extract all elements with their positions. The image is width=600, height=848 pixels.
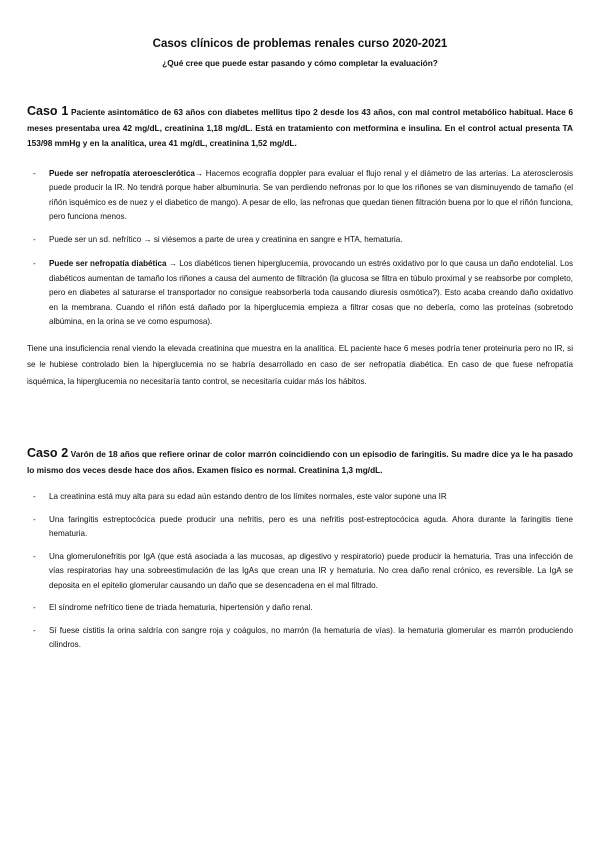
case-2-label: Caso 2 bbox=[27, 446, 69, 460]
bullet-text: El síndrome nefrítico tiene de triada hematuria, hipertensión y daño renal. bbox=[49, 603, 313, 612]
bullet-dash: - bbox=[33, 168, 36, 178]
bullet-text: Puede ser un sd. nefrítico → si viésemos a parte de urea y creatinina en sangre e HTA, hematuria. bbox=[49, 234, 403, 244]
list-item bbox=[27, 233, 573, 248]
bullet-dash: - bbox=[33, 259, 36, 268]
case-1-label: Caso 1 bbox=[27, 104, 69, 118]
bullet-text: → Hacemos ecografía doppler para evaluar el flujo renal y el diámetro de las arterias. La aterosclerosis puede producir la IR. No tendrá porque haber albuminuria. Se van perdiendo nefronas por lo que los riñones se van disminuyendo de tamaño (el riñón isquémico es de nuez y el diabetico de mango). A pesar de ello, las nefronas que quedan tienen filtración buena por lo que el riñón funciona, pero funciona menos. bbox=[49, 168, 573, 221]
list-item bbox=[27, 601, 573, 616]
list-item bbox=[27, 550, 573, 594]
bullet-text: Una glomerulonefritis por IgA (que está asociada a las mucosas, ap digestivo y respiratorio) puede producir la hematuria. Tras una infección de vías respiratorias hay una sobreestimulación de las IgAs que crean una IR y hematuria. No crea daño renal crónico, es reversible. La IgA se deposita en el epitelio glomerular causando un daño que se desencadena en el mal filtrado. bbox=[49, 551, 573, 590]
case-2-bullet-list bbox=[27, 490, 573, 653]
case-1-bullet-list bbox=[27, 167, 573, 330]
bullet-text: Sí fuese cistitis la orina saldría con sangre roja y coágulos, no marrón (la hematuria de vías). la hematuria glomerular es marrón produciendo cilindros. bbox=[49, 625, 573, 649]
list-item bbox=[27, 257, 573, 330]
case-2-intro: Varón de 18 años que refiere orinar de color marrón coincidiendo con un episodio de faringitis. Su madre dice ya le ha pasado lo mismo dos veces desde hace dos años. Examen físico es normal. Creatinina 1,3 mg/dL. bbox=[27, 449, 573, 475]
bullet-dash: - bbox=[33, 234, 36, 244]
bullet-dash: - bbox=[33, 514, 36, 524]
document-subtitle: ¿Qué cree que puede estar pasando y cómo completar la evaluación? bbox=[162, 58, 438, 68]
bullet-lead: Puede ser nefropatía diabética bbox=[49, 259, 167, 268]
case-1-intro: Paciente asintomático de 63 años con diabetes mellitus tipo 2 desde los 43 años, con mal control metabólico habitual. Hace 6 meses presentaba urea 42 mg/dL, creatinina 1,18 mg/dL. Está en tratamiento con metformina e insulina. En el control actual presenta TA 153/98 mmHg y en la analítica, urea 41 mg/dL, creatinina 1,52 mg/dL. bbox=[27, 107, 573, 148]
list-item bbox=[27, 624, 573, 653]
bullet-dash: - bbox=[33, 492, 36, 501]
case-1-section bbox=[27, 104, 573, 390]
bullet-lead: Puede ser nefropatía ateroesclerótica bbox=[49, 168, 195, 178]
list-item bbox=[27, 167, 573, 225]
case-2-heading bbox=[27, 446, 573, 478]
bullet-dash: - bbox=[33, 603, 36, 612]
document-title: Casos clínicos de problemas renales curso 2020-2021 bbox=[152, 38, 448, 50]
list-item bbox=[27, 513, 573, 542]
bullet-text: → Los diabéticos tienen hiperglucemia, provocando un estrés oxidativo por lo que causa un daño endotelial. Los diabéticos aumentan de tamaño los riñones a causa del aumento de filtración (la glucosa se filtra en túbulo proximal y se reabsorbe por completo, pero en diabetes al saturarse el transportador no consigue reabsorberla toda causando diuresis osmótica?). Esto acaba creando daño oxidativo en la membrana. Cuando el riñón está dañado por la hiperglucemia empieza a filtrar cosas que no debería, como las proteínas (sobretodo albúmina, en la orina se ve como espumosa). bbox=[49, 259, 574, 326]
bullet-dash: - bbox=[33, 625, 36, 635]
bullet-text: Una faringitis estreptocócica puede producir una nefritis, pero es una nefritis post-estreptocócica aguda. Ahora durante la faringitis tiene hematuria. bbox=[49, 514, 573, 538]
bullet-text: La creatinina está muy alta para su edad aún estando dentro de los límites normales, este valor supone una IR bbox=[49, 492, 447, 501]
case-1-conclusion: Tiene una insuficiencia renal viendo la elevada creatinina que muestra en la analítica. EL paciente hace 6 meses podría tener proteinuria pero no IR, si se le hubiese controlado bien la hiperglucemia no se habría desarrollado en caso de ser nefropatía diabética. En caso de que fuese nefropatía isquémica, la hiperglucemia no necesitaría tanto control, se necesitaría cuidar más los hábitos. bbox=[27, 343, 573, 386]
case-1-heading bbox=[27, 104, 573, 152]
case-2-section bbox=[27, 446, 573, 653]
bullet-dash: - bbox=[33, 551, 36, 561]
list-item bbox=[27, 490, 573, 505]
